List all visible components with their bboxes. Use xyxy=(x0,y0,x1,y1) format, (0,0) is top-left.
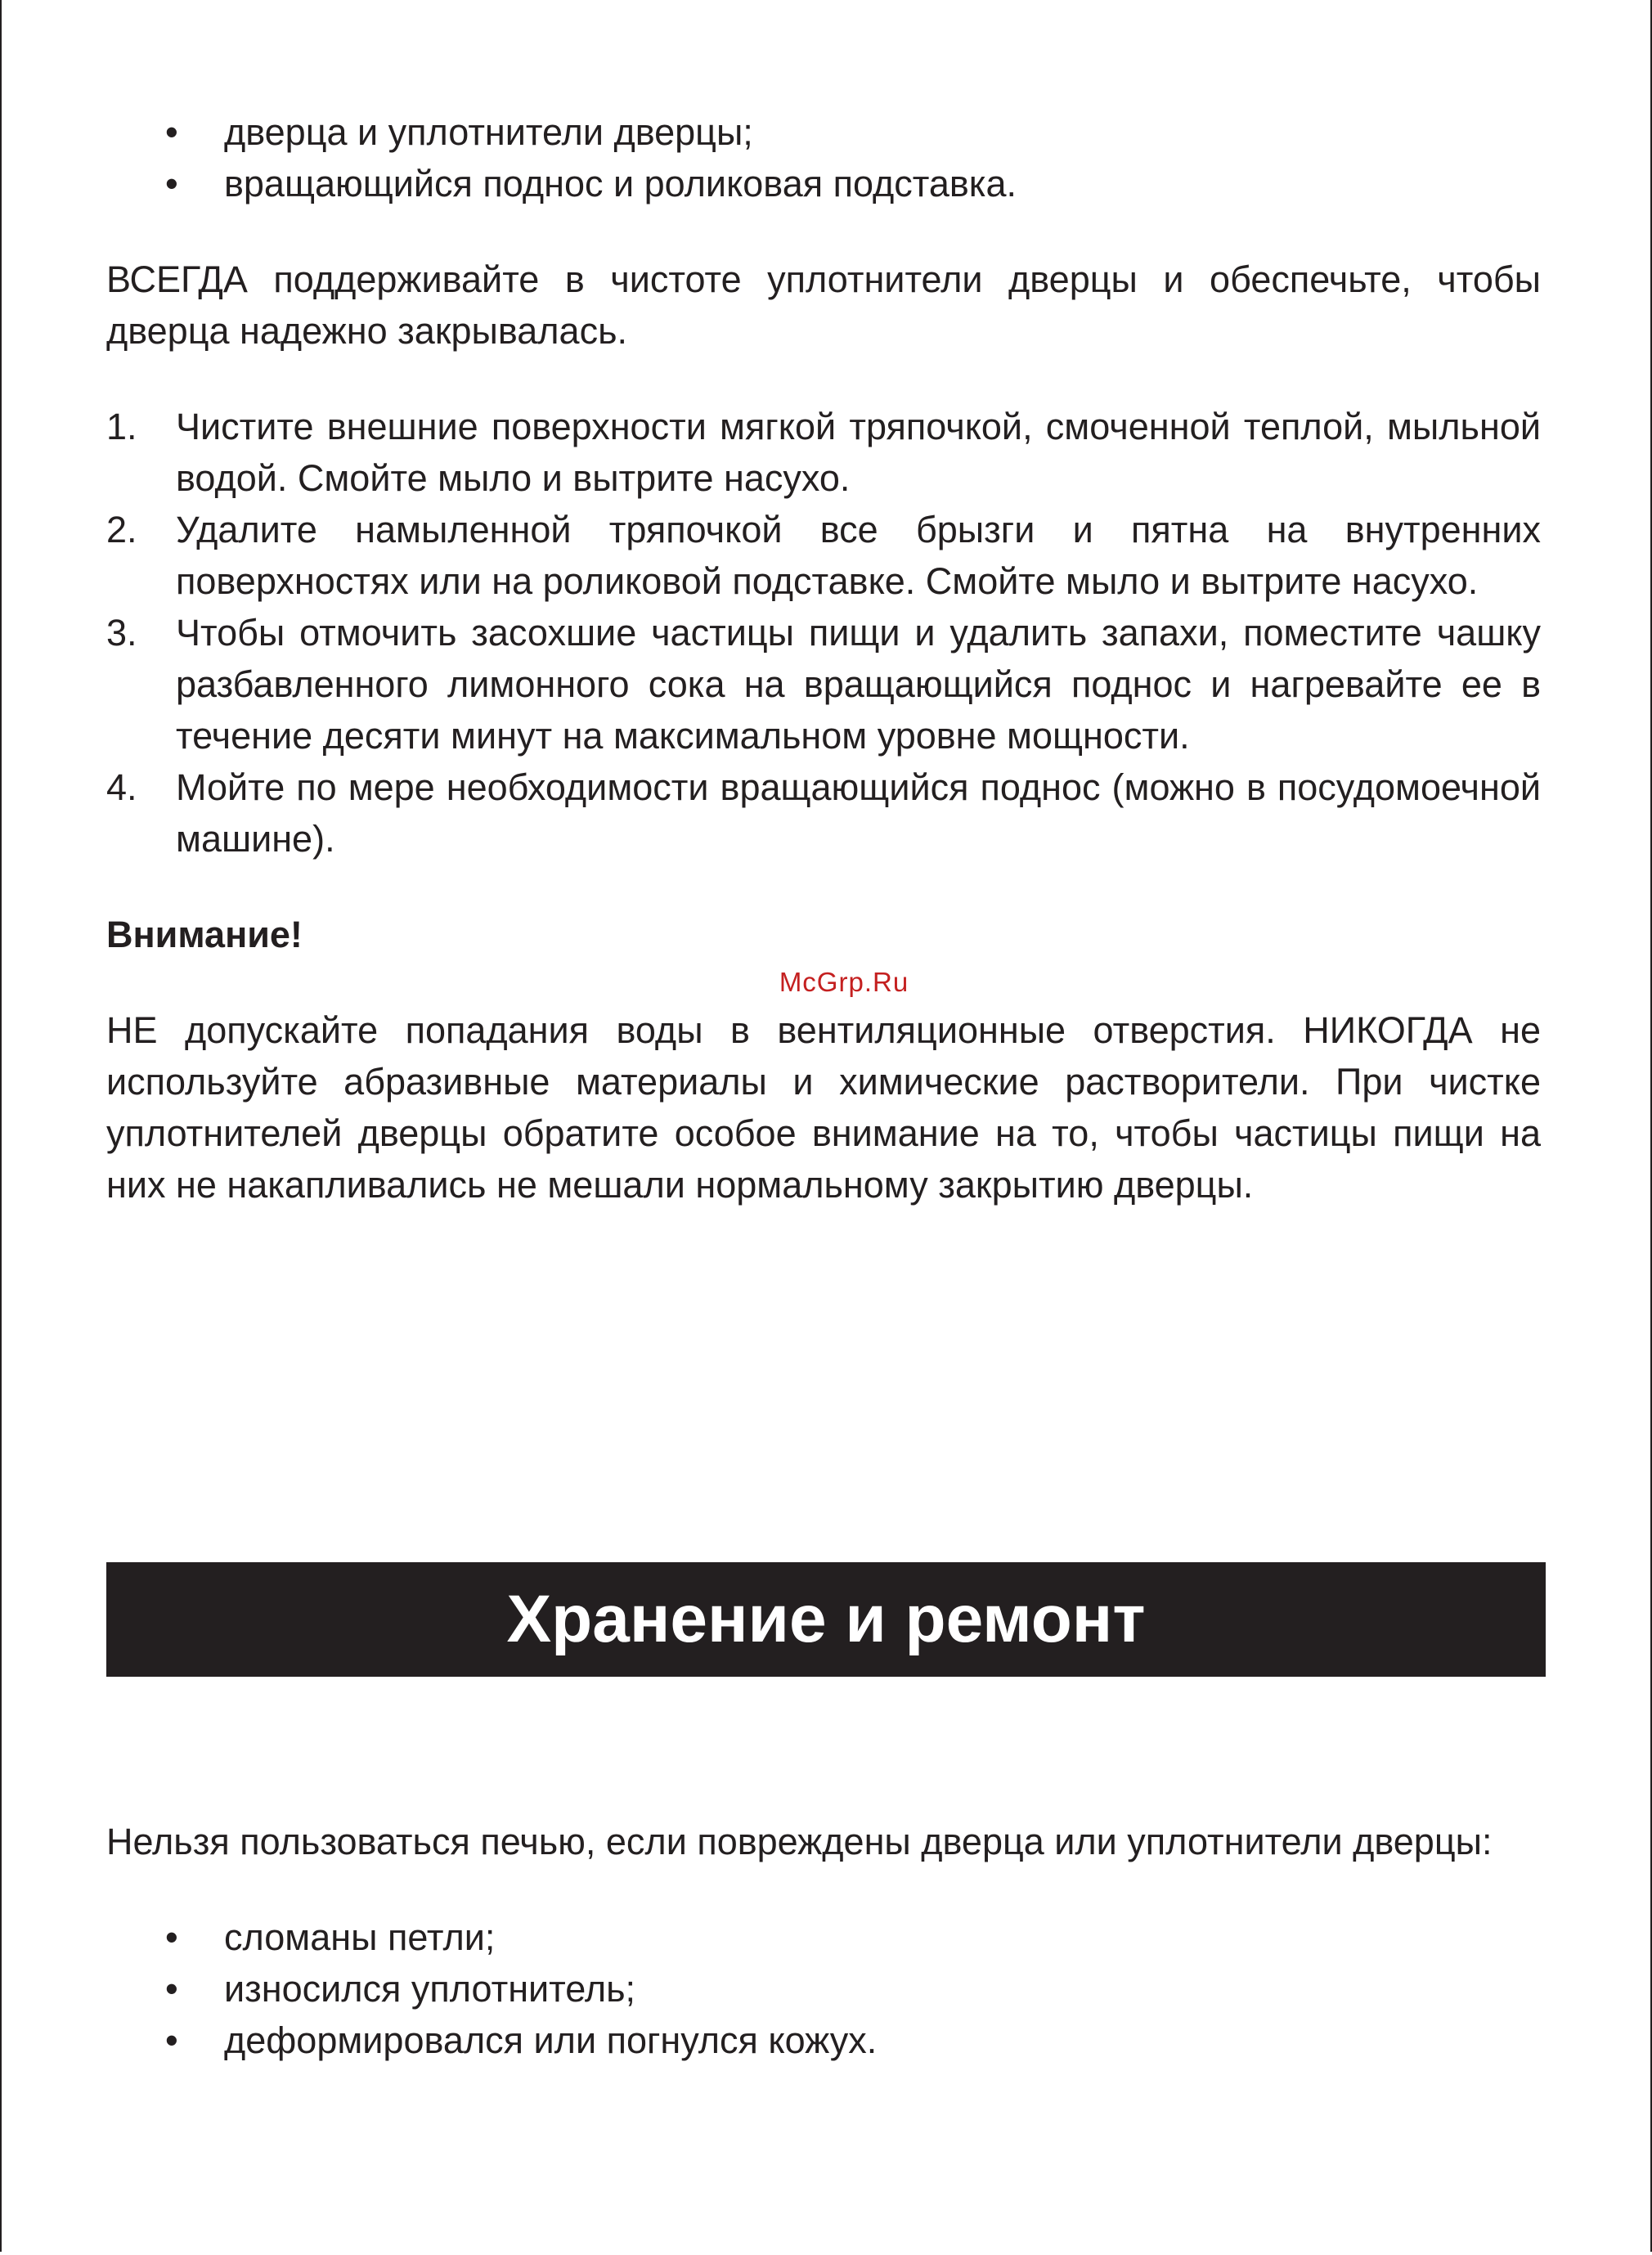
step-item: 4. Мойте по мере необходимости вращающийся поднос (можно в посудомоечной машине). xyxy=(106,761,1541,865)
step-number: 2. xyxy=(106,509,137,550)
bullet-icon: • xyxy=(165,111,178,153)
section-title-banner xyxy=(106,1562,1546,1677)
bullet-icon: • xyxy=(165,2019,178,2061)
warning-heading: Внимание! xyxy=(106,914,303,955)
step-item: 2. Удалите намыленной тряпочкой все брызги и пятна на внутренних поверхностях или на роликовой подставке. Смойте мыло и вытрите насухо. xyxy=(106,504,1541,607)
step-number: 4. xyxy=(106,766,137,808)
cleaning-steps-list xyxy=(106,401,1541,865)
step-number: 3. xyxy=(106,612,137,654)
step-item: 1. Чистите внешние поверхности мягкой тряпочкой, смоченной теплой, мыльной водой. Смойте мыло и вытрите насухо. xyxy=(106,401,1541,504)
bullet-icon: • xyxy=(165,1916,178,1958)
section-title: Хранение и ремонт xyxy=(506,1582,1146,1656)
warning-text: НЕ допускайте попадания воды в вентиляционные отверстия. НИКОГДА не используйте абразивные материалы и химические растворители. При чистке уплотнителей дверцы обратите особое внимание на то, чтобы частицы пищи на них не накапливались не мешали нормальному закрытию дверцы. xyxy=(106,1009,1541,1206)
list-item: • износился уплотнитель; xyxy=(106,1963,1541,2015)
damage-list xyxy=(106,1911,1541,2066)
cleaning-parts-list xyxy=(106,106,1541,209)
storage-section xyxy=(106,1816,1541,2066)
step-number: 1. xyxy=(106,406,137,447)
watermark: McGrp.Ru xyxy=(779,967,909,997)
step-item: 3. Чтобы отмочить засохшие частицы пищи и удалить запахи, поместите чашку разбавленного лимонного сока на вращающийся поднос и нагревайте ее в течение десяти минут на максимальном уровне мощности. xyxy=(106,607,1541,761)
list-item: • сломаны петли; xyxy=(106,1911,1541,1963)
list-item: • дверца и уплотнители дверцы; xyxy=(106,106,1541,158)
bullet-icon: • xyxy=(165,1968,178,2010)
list-item: • деформировался или погнулся кожух. xyxy=(106,2015,1541,2066)
bullet-icon: • xyxy=(165,163,178,204)
storage-intro: Нельзя пользоваться печью, если повреждены дверца или уплотнители дверцы: xyxy=(106,1821,1493,1862)
list-item: • вращающийся поднос и роликовая подставка. xyxy=(106,158,1541,209)
cleaning-section xyxy=(106,106,1541,1211)
always-paragraph: ВСЕГДА поддерживайте в чистоте уплотнители дверцы и обеспечьте, чтобы дверца надежно закрывалась. xyxy=(106,258,1541,352)
